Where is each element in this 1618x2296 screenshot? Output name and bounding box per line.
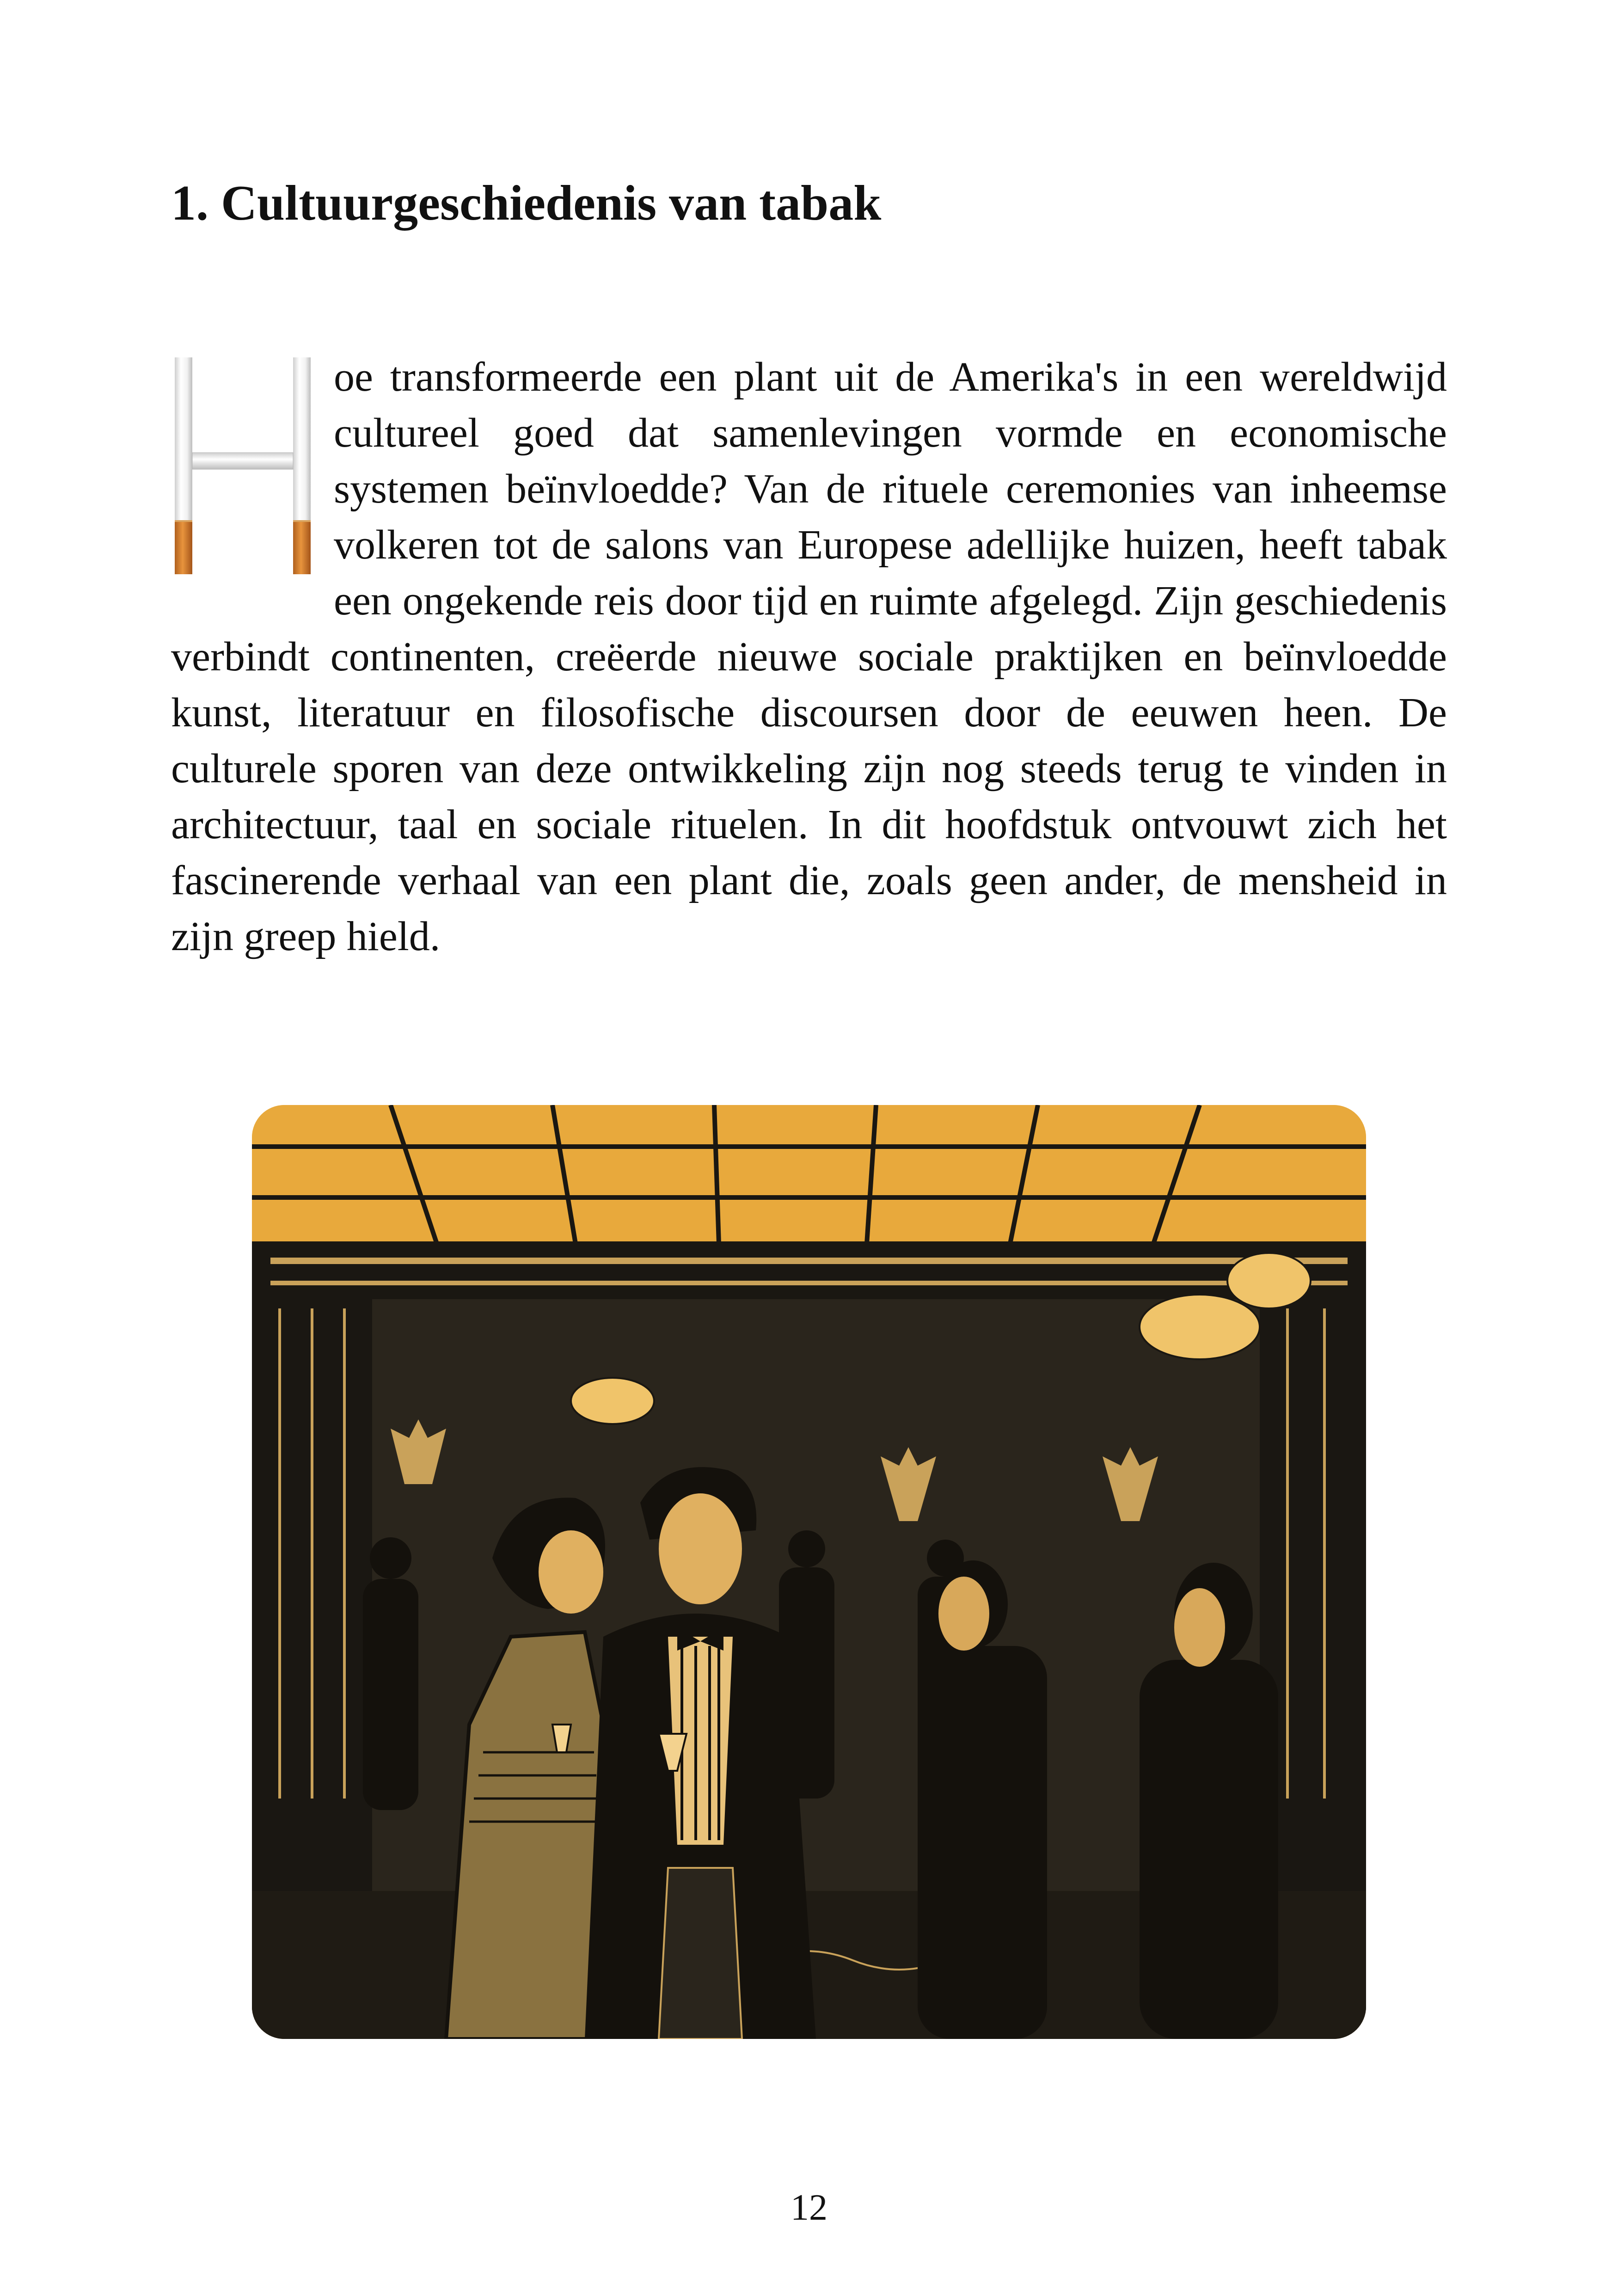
intro-text: oe transformeerde een plant uit de Amerika's in een wereldwijd cultureel goed dat samenlevingen vormde en economische systemen beïnvloedde? Van de rituele ceremonies van inheemse volkeren tot de salons van Europese adellijke huizen, heeft tabak een ongekende reis door tijd en ruimte afgelegd. Zijn geschiedenis verbindt continenten, creëerde nieuwe sociale praktijken en beïnvloedde kunst, literatuur en filosofische discoursen door de eeuwen heen. De culturele sporen van deze ontwikkeling zijn nog steeds terug te vinden in architectuur, taal en sociale rituelen. In dit hoofdstuk ontvouwt zich het fascinerende verhaal van een plant die, zoals geen ander, de mensheid in zijn greep hield.: [171, 354, 1447, 959]
chapter-title: 1. Cultuurgeschiedenis van tabak: [171, 176, 882, 231]
art-deco-salon-illustration: [252, 1105, 1366, 2039]
cigarette-letter-h-icon: [171, 354, 324, 578]
page-number: 12: [791, 2187, 827, 2228]
intro-paragraph: [171, 349, 1447, 964]
